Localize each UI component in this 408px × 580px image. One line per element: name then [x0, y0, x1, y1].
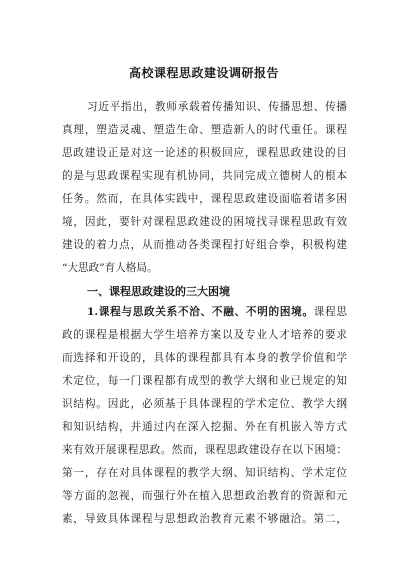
body-line: 术定位，每一门课程都有成型的教学大纲和业已规定的知	[62, 375, 347, 387]
body-line: 政的课程是根据大学生培养方案以及专业人才培养的要求	[62, 329, 347, 341]
intro-line: 思政建设正是对这一论述的积极回应，课程思政建设的目	[62, 147, 347, 159]
body-line: 而选择和开设的，具体的课程都具有本身的教学价值和学	[62, 352, 347, 364]
intro-line: 任务。然而，在具体实践中，课程思政建设面临着诸多困	[62, 193, 347, 205]
subsection-lead-rest: 课程思	[313, 306, 347, 318]
body-line: 素，导致具体课程与思想政治教育元素不够融洽。第二，	[62, 513, 347, 525]
intro-line: 习近平指出，教师承载着传播知识、传播思想、传播	[87, 101, 347, 113]
body-line: 识结构。因此，必须基于具体课程的学术定位、教学大纲	[62, 398, 347, 410]
body-line: 第一，存在对具体课程的教学大纲、知识结构、学术定位	[62, 467, 347, 479]
body-line: 和知识结构，并通过内在深入挖掘、外在有机嵌入等方式	[62, 421, 347, 433]
body-line: 来有效开展课程思政。然而，课程思政建设存在以下困境：	[62, 444, 347, 456]
intro-line: 建设的着力点，从而推动各类课程打好组合拳，积极构建	[62, 239, 347, 251]
document-title: 高校课程思政建设调研报告	[128, 66, 279, 80]
intro-line: 的是与思政课程实现有机协同，共同完成立德树人的根本	[62, 170, 347, 182]
intro-line: “大思政”育人格局。	[62, 262, 158, 274]
intro-line: 境，因此，要针对课程思政建设的困境找寻课程思政有效	[62, 216, 347, 228]
section-heading: 一、课程思政建设的三大困境	[87, 285, 230, 298]
subsection-lead: 1.课程与思政关系不洽、不融、不明的困境。	[87, 306, 314, 318]
body-line: 等方面的忽视，而强行外在植入思想政治教育的资源和元	[62, 490, 347, 502]
subsection-first-line	[87, 305, 347, 319]
intro-line: 真理，塑造灵魂、塑造生命、塑造新人的时代重任。课程	[62, 124, 347, 136]
